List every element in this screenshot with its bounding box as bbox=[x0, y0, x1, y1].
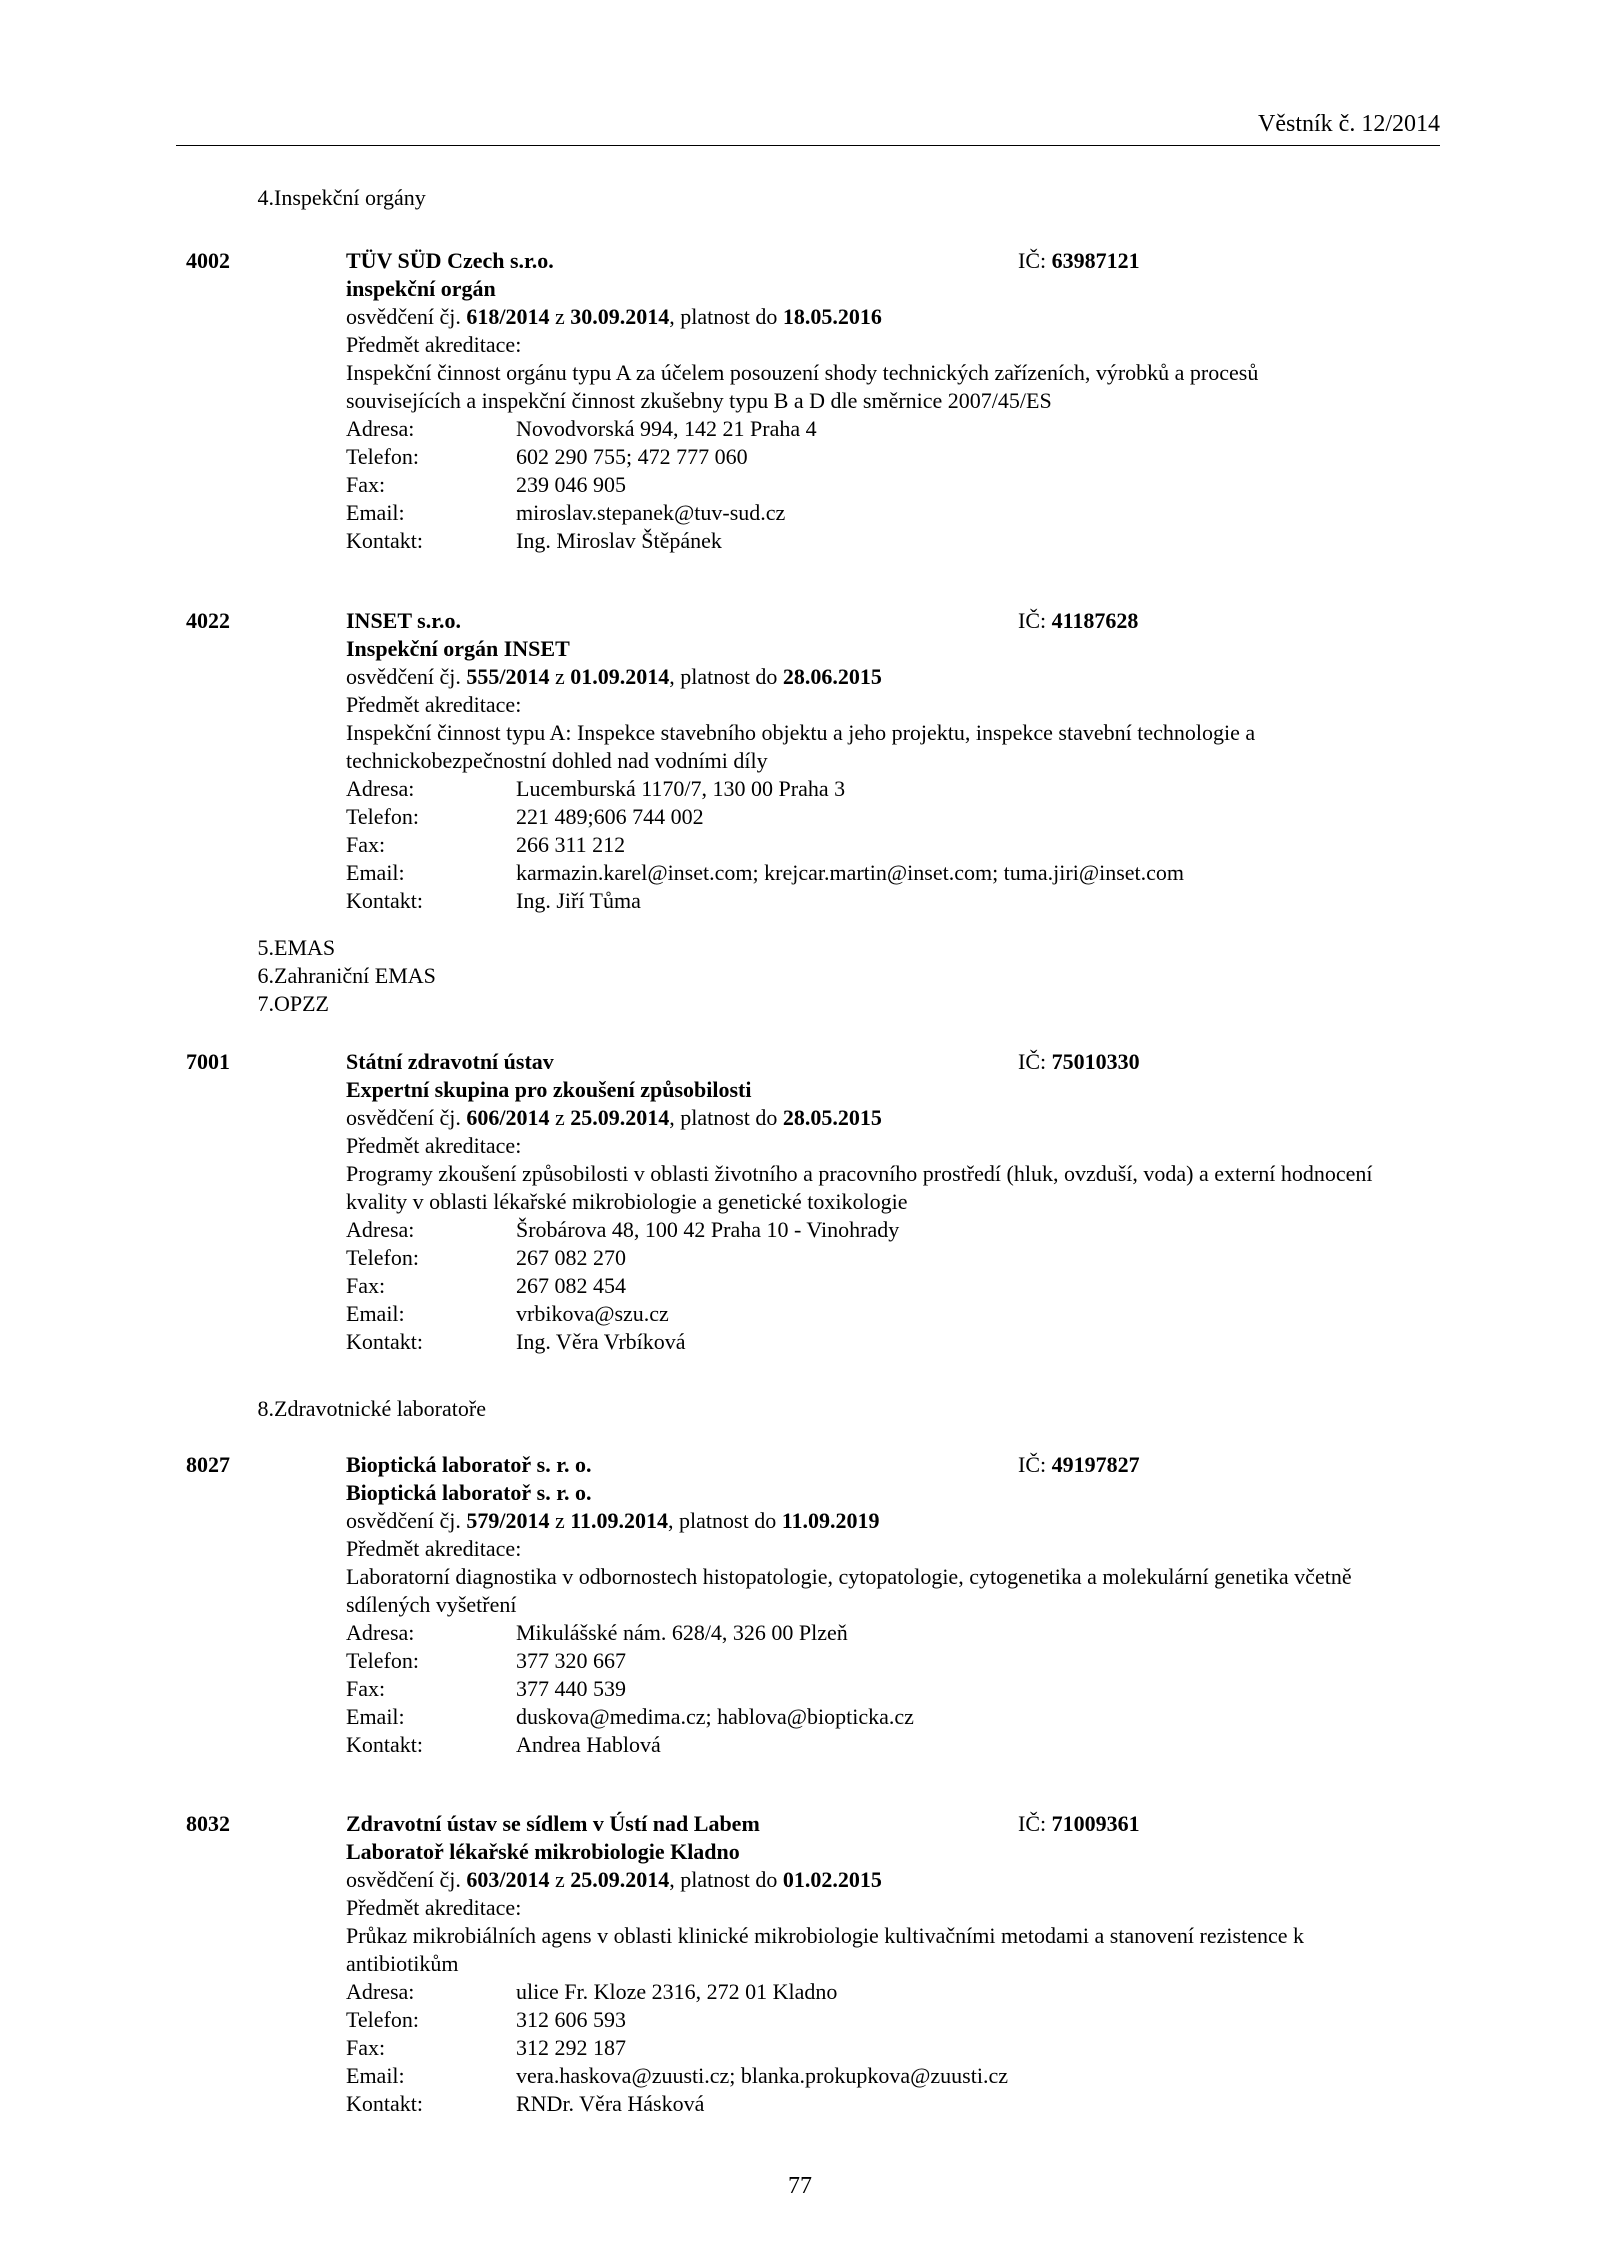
phone-value: 312 606 593 bbox=[516, 2007, 626, 2032]
cert-date-sep: z bbox=[554, 1508, 565, 1533]
entry-name: Státní zdravotní ústav bbox=[346, 1049, 554, 1074]
accreditation-description: Laboratorní diagnostika v odbornostech histopatologie, cytopatologie, cytogenetika a molekulární genetika včetně sdílených vyšetření bbox=[346, 1564, 1352, 1617]
phone-label: Telefon: bbox=[346, 1648, 419, 1673]
entry-subtitle: Bioptická laboratoř s. r. o. bbox=[346, 1480, 592, 1505]
address-label: Adresa: bbox=[346, 1217, 415, 1242]
valid-to: 28.05.2015 bbox=[782, 1105, 882, 1130]
entry-code: 7001 bbox=[186, 1049, 230, 1074]
entry-subtitle: Inspekční orgán INSET bbox=[346, 636, 570, 661]
address-value: ulice Fr. Kloze 2316, 272 01 Kladno bbox=[516, 1979, 838, 2004]
subject-label: Předmět akreditace: bbox=[346, 1895, 522, 1920]
section-title: OPZZ bbox=[274, 991, 329, 1016]
contact-label: Kontakt: bbox=[346, 2091, 423, 2116]
email-label: Email: bbox=[346, 860, 405, 885]
entry-code: 4002 bbox=[186, 248, 230, 273]
ic-label: IČ: bbox=[1018, 1452, 1047, 1477]
validity-label: , platnost do bbox=[669, 1105, 778, 1130]
email-label: Email: bbox=[346, 1301, 405, 1326]
email-value: vera.haskova@zuusti.cz; blanka.prokupkova@zuusti.cz bbox=[516, 2063, 1008, 2088]
section-title: EMAS bbox=[274, 935, 336, 960]
entry-ic bbox=[1018, 1810, 1140, 1838]
entry-code: 8032 bbox=[186, 1811, 230, 1836]
phone-value: 267 082 270 bbox=[516, 1245, 626, 1270]
accreditation-description: Průkaz mikrobiálních agens v oblasti klinické mikrobiologie kultivačními metodami a stanovení rezistence k antibiotikům bbox=[346, 1923, 1304, 1976]
entry-code: 8027 bbox=[186, 1452, 230, 1477]
validity-label: , platnost do bbox=[669, 664, 778, 689]
valid-to: 28.06.2015 bbox=[782, 664, 882, 689]
entry-ic bbox=[1018, 1451, 1140, 1479]
cert-date: 01.09.2014 bbox=[570, 664, 670, 689]
contact-value: Ing. Miroslav Štěpánek bbox=[516, 528, 722, 553]
section-heading-7 bbox=[210, 990, 910, 1018]
fax-value: 377 440 539 bbox=[516, 1676, 626, 1701]
contact-value: RNDr. Věra Hásková bbox=[516, 2091, 705, 2116]
ic-value: 75010330 bbox=[1051, 1049, 1140, 1074]
section-heading-8 bbox=[210, 1395, 910, 1423]
section-number: 4. bbox=[257, 185, 274, 210]
fax-label: Fax: bbox=[346, 1676, 386, 1701]
address-value: Novodvorská 994, 142 21 Praha 4 bbox=[516, 416, 817, 441]
cert-label: osvědčení čj. bbox=[346, 1105, 461, 1130]
accreditation-description: Programy zkoušení způsobilosti v oblasti životního a pracovního prostředí (hluk, ovzduší, voda) a externí hodnocení kvality v oblasti lékařské mikrobiologie a genetické toxikologie bbox=[346, 1161, 1373, 1214]
cert-number: 555/2014 bbox=[466, 664, 550, 689]
cert-date: 25.09.2014 bbox=[570, 1105, 670, 1130]
entry-subtitle: Laboratoř lékařské mikrobiologie Kladno bbox=[346, 1839, 740, 1864]
contact-label: Kontakt: bbox=[346, 888, 423, 913]
fax-value: 239 046 905 bbox=[516, 472, 626, 497]
valid-to: 01.02.2015 bbox=[782, 1867, 882, 1892]
phone-label: Telefon: bbox=[346, 1245, 419, 1270]
ic-value: 49197827 bbox=[1051, 1452, 1140, 1477]
email-label: Email: bbox=[346, 1704, 405, 1729]
contact-value: Ing. Věra Vrbíková bbox=[516, 1329, 686, 1354]
ic-label: IČ: bbox=[1018, 1811, 1047, 1836]
accreditation-description: Inspekční činnost orgánu typu A za účelem posouzení shody technických zařízeních, výrobků a procesů souvisejících a inspekční činnost zkušebny typu B a D dle směrnice 2007/45/ES bbox=[346, 360, 1259, 413]
fax-value: 266 311 212 bbox=[516, 832, 626, 857]
cert-date-sep: z bbox=[554, 304, 565, 329]
email-value: karmazin.karel@inset.com; krejcar.martin@inset.com; tuma.jiri@inset.com bbox=[516, 860, 1185, 885]
validity-label: , platnost do bbox=[669, 1867, 778, 1892]
address-value: Šrobárova 48, 100 42 Praha 10 - Vinohrady bbox=[516, 1217, 900, 1242]
subject-label: Předmět akreditace: bbox=[346, 1133, 522, 1158]
address-value: Lucemburská 1170/7, 130 00 Praha 3 bbox=[516, 776, 846, 801]
email-label: Email: bbox=[346, 2063, 405, 2088]
entry-subtitle: inspekční orgán bbox=[346, 276, 496, 301]
entry-ic bbox=[1018, 607, 1138, 635]
ic-value: 63987121 bbox=[1051, 248, 1140, 273]
email-value: duskova@medima.cz; hablova@biopticka.cz bbox=[516, 1704, 914, 1729]
phone-value: 221 489;606 744 002 bbox=[516, 804, 704, 829]
fax-value: 267 082 454 bbox=[516, 1273, 626, 1298]
ic-value: 41187628 bbox=[1051, 608, 1139, 633]
page-number: 77 bbox=[788, 2173, 812, 2199]
section-number: 6. bbox=[257, 963, 274, 988]
section-title: Zahraniční EMAS bbox=[274, 963, 436, 988]
section-number: 8. bbox=[257, 1396, 274, 1421]
cert-number: 579/2014 bbox=[466, 1508, 550, 1533]
ic-label: IČ: bbox=[1018, 248, 1047, 273]
section-title: Zdravotnické laboratoře bbox=[274, 1396, 486, 1421]
certificate-line bbox=[346, 663, 1446, 691]
certificate-line bbox=[346, 1104, 1446, 1132]
cert-label: osvědčení čj. bbox=[346, 304, 461, 329]
email-value: miroslav.stepanek@tuv-sud.cz bbox=[516, 500, 786, 525]
subject-label: Předmět akreditace: bbox=[346, 1536, 522, 1561]
cert-date: 11.09.2014 bbox=[570, 1508, 669, 1533]
entry-subtitle: Expertní skupina pro zkoušení způsobilosti bbox=[346, 1077, 752, 1102]
cert-number: 603/2014 bbox=[466, 1867, 550, 1892]
address-label: Adresa: bbox=[346, 776, 415, 801]
phone-label: Telefon: bbox=[346, 444, 419, 469]
cert-label: osvědčení čj. bbox=[346, 664, 461, 689]
fax-label: Fax: bbox=[346, 832, 386, 857]
cert-number: 618/2014 bbox=[466, 304, 550, 329]
address-label: Adresa: bbox=[346, 1979, 415, 2004]
valid-to: 11.09.2019 bbox=[781, 1508, 880, 1533]
contact-label: Kontakt: bbox=[346, 1732, 423, 1757]
cert-date: 30.09.2014 bbox=[570, 304, 670, 329]
fax-value: 312 292 187 bbox=[516, 2035, 626, 2060]
section-title: Inspekční orgány bbox=[274, 185, 426, 210]
cert-number: 606/2014 bbox=[466, 1105, 550, 1130]
fax-label: Fax: bbox=[346, 2035, 386, 2060]
cert-date-sep: z bbox=[554, 1867, 565, 1892]
certificate-line bbox=[346, 303, 1446, 331]
ic-value: 71009361 bbox=[1051, 1811, 1140, 1836]
entry-code: 4022 bbox=[186, 608, 230, 633]
phone-label: Telefon: bbox=[346, 2007, 419, 2032]
contact-value: Andrea Hablová bbox=[516, 1732, 661, 1757]
section-number: 5. bbox=[257, 935, 274, 960]
validity-label: , platnost do bbox=[669, 304, 778, 329]
certificate-line bbox=[346, 1866, 1446, 1894]
section-heading-5 bbox=[210, 934, 910, 962]
validity-label: , platnost do bbox=[668, 1508, 777, 1533]
entry-name: Zdravotní ústav se sídlem v Ústí nad Labem bbox=[346, 1811, 760, 1836]
cert-date-sep: z bbox=[554, 1105, 565, 1130]
entry-ic bbox=[1018, 247, 1140, 275]
fax-label: Fax: bbox=[346, 472, 386, 497]
subject-label: Předmět akreditace: bbox=[346, 692, 522, 717]
fax-label: Fax: bbox=[346, 1273, 386, 1298]
address-value: Mikulášské nám. 628/4, 326 00 Plzeň bbox=[516, 1620, 848, 1645]
phone-value: 377 320 667 bbox=[516, 1648, 626, 1673]
phone-value: 602 290 755; 472 777 060 bbox=[516, 444, 748, 469]
accreditation-description: Inspekční činnost typu A: Inspekce stavebního objektu a jeho projektu, inspekce stavební technologie a technickobezpečnostní dohled nad vodními díly bbox=[346, 720, 1256, 773]
cert-date: 25.09.2014 bbox=[570, 1867, 670, 1892]
section-heading-6 bbox=[210, 962, 910, 990]
entry-name: Bioptická laboratoř s. r. o. bbox=[346, 1452, 592, 1477]
subject-label: Předmět akreditace: bbox=[346, 332, 522, 357]
ic-label: IČ: bbox=[1018, 1049, 1047, 1074]
email-label: Email: bbox=[346, 500, 405, 525]
email-value: vrbikova@szu.cz bbox=[516, 1301, 669, 1326]
phone-label: Telefon: bbox=[346, 804, 419, 829]
entry-name: TÜV SÜD Czech s.r.o. bbox=[346, 248, 554, 273]
section-number: 7. bbox=[257, 991, 274, 1016]
contact-value: Ing. Jiří Tůma bbox=[516, 888, 641, 913]
entry-name: INSET s.r.o. bbox=[346, 608, 461, 633]
certificate-line bbox=[346, 1507, 1446, 1535]
header-rule bbox=[176, 145, 1440, 146]
bulletin-header: Věstník č. 12/2014 bbox=[1258, 111, 1440, 137]
cert-label: osvědčení čj. bbox=[346, 1508, 461, 1533]
contact-label: Kontakt: bbox=[346, 1329, 423, 1354]
address-label: Adresa: bbox=[346, 416, 415, 441]
section-heading-4 bbox=[210, 184, 910, 212]
cert-label: osvědčení čj. bbox=[346, 1867, 461, 1892]
address-label: Adresa: bbox=[346, 1620, 415, 1645]
valid-to: 18.05.2016 bbox=[782, 304, 882, 329]
cert-date-sep: z bbox=[554, 664, 565, 689]
entry-ic bbox=[1018, 1048, 1140, 1076]
ic-label: IČ: bbox=[1018, 608, 1047, 633]
contact-label: Kontakt: bbox=[346, 528, 423, 553]
